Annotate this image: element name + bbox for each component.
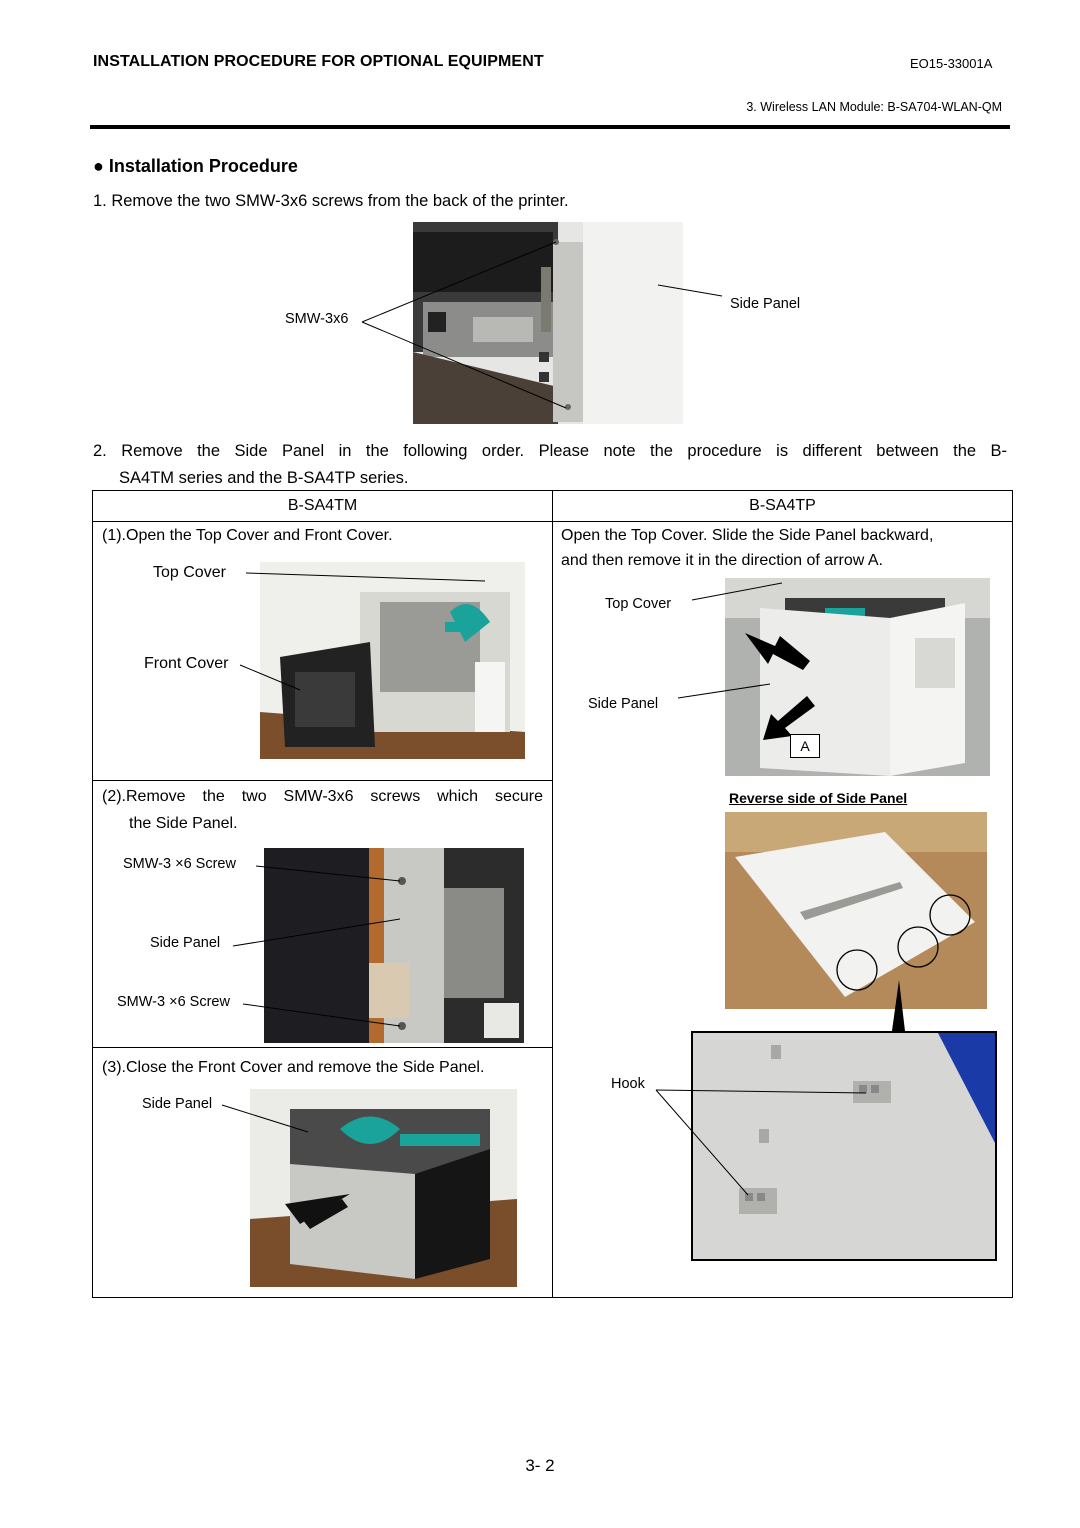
- label-smw-3x6: SMW-3x6: [285, 311, 349, 327]
- step-1-text: 1. Remove the two SMW-3x6 screws from the back of the printer.: [93, 192, 569, 210]
- sa4tp-slide-side-panel-photo: [725, 578, 990, 776]
- header-rule: [90, 125, 1010, 129]
- table-header-rule: [93, 521, 1012, 522]
- table-left-rule-1: [93, 780, 553, 781]
- hook-closeup-photo: [691, 1031, 997, 1261]
- column-header-b-sa4tp: B-SA4TP: [749, 497, 816, 514]
- label-side-panel-sa4tp: Side Panel: [588, 696, 659, 712]
- step-2-text-line2: SA4TM series and the B-SA4TP series.: [119, 469, 409, 487]
- reverse-side-panel-photo: [725, 812, 987, 1009]
- sa4tm-open-covers-photo: [260, 562, 525, 759]
- reverse-side-caption: Reverse side of Side Panel: [729, 790, 908, 806]
- document-title: INSTALLATION PROCEDURE FOR OPTIONAL EQUIPMENT: [93, 53, 544, 70]
- sa4tm-step-2-text-line2: the Side Panel.: [129, 815, 238, 832]
- sa4tm-step-3-text: (3).Close the Front Cover and remove the Side Panel.: [102, 1059, 485, 1076]
- sa4tm-screws-photo: [264, 848, 524, 1043]
- printer-back-photo: [413, 222, 683, 424]
- table-left-rule-2: [93, 1047, 553, 1048]
- sa4tp-text-line1: Open the Top Cover. Slide the Side Panel backward,: [561, 527, 934, 544]
- table-column-divider: [552, 491, 553, 1297]
- arrow-a-label: A: [790, 734, 820, 758]
- sa4tm-remove-side-panel-photo: [250, 1089, 517, 1287]
- label-screw-upper: SMW-3 ×6 Screw: [123, 856, 236, 872]
- page-number: 3- 2: [525, 1456, 555, 1475]
- installation-procedure-heading: ● Installation Procedure: [93, 156, 298, 176]
- label-top-cover-sa4tm: Top Cover: [153, 564, 226, 581]
- label-top-cover-sa4tp: Top Cover: [605, 596, 672, 612]
- step-2-text-line1: 2. Remove the Side Panel in the following order. Please note the procedure is different between the B-: [93, 442, 1007, 460]
- document-number: EO15-33001A: [910, 56, 993, 71]
- label-side-panel-sa4tm-step2: Side Panel: [150, 935, 221, 951]
- sa4tm-step-1-text: (1).Open the Top Cover and Front Cover.: [102, 527, 393, 544]
- label-front-cover-sa4tm: Front Cover: [144, 655, 229, 672]
- label-screw-lower: SMW-3 ×6 Screw: [117, 994, 230, 1010]
- label-hook: Hook: [611, 1076, 645, 1092]
- label-side-panel-step1: Side Panel: [730, 296, 801, 312]
- sa4tm-step-2-text-line1: (2).Remove the two SMW-3x6 screws which secure: [102, 788, 543, 805]
- column-header-b-sa4tm: B-SA4TM: [287, 497, 358, 514]
- label-side-panel-sa4tm-step3: Side Panel: [142, 1096, 213, 1112]
- sa4tp-text-line2: and then remove it in the direction of arrow A.: [561, 552, 883, 569]
- section-reference: 3. Wireless LAN Module: B-SA704-WLAN-QM: [746, 100, 1002, 114]
